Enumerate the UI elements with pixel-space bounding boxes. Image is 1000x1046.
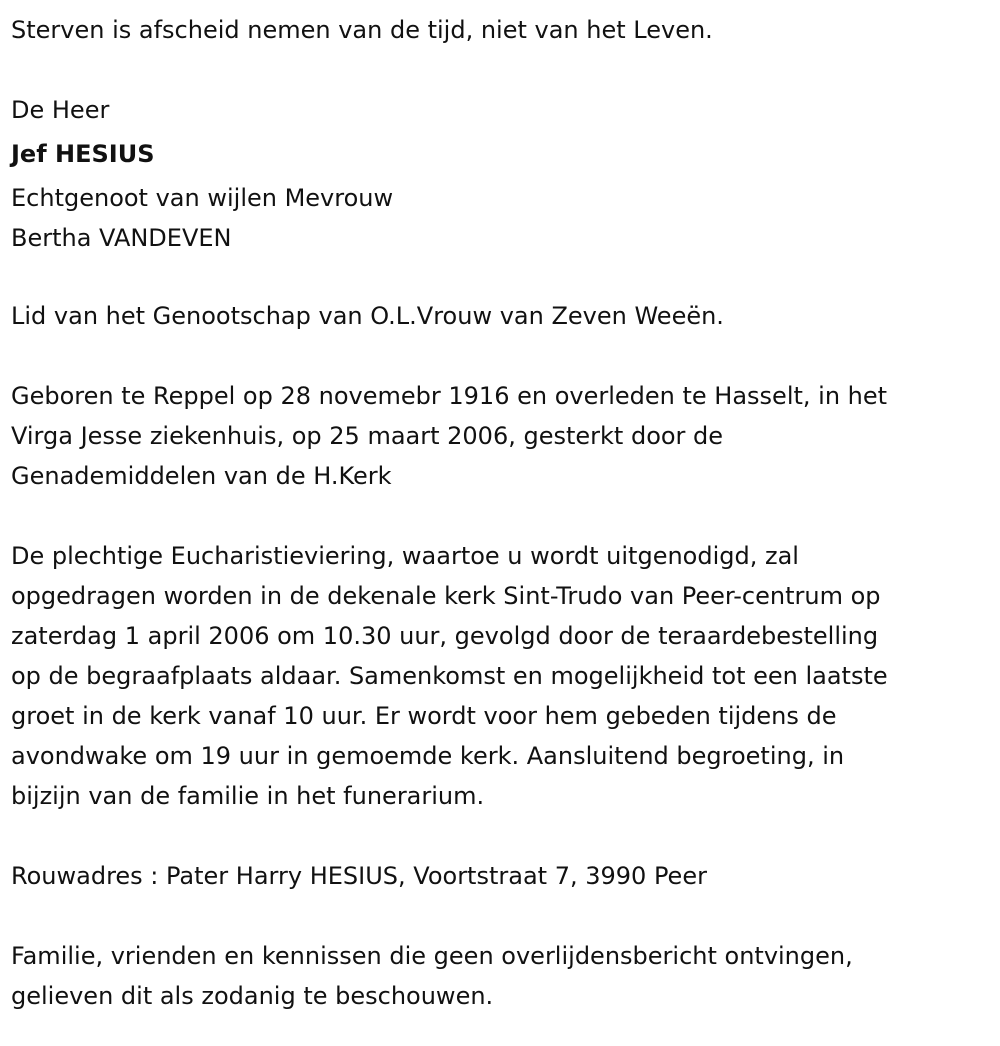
closing-paragraph: [11, 936, 1000, 1016]
paragraph-line: Geboren te Reppel op 28 novemebr 1916 en overleden te Hasselt, in het: [11, 382, 888, 410]
spacer: [11, 258, 1000, 296]
paragraph-line: avondwake om 19 uur in gemoemde kerk. Aansluitend begroeting, in: [11, 742, 845, 770]
honorific-title: De Heer: [11, 96, 110, 124]
spacer: [11, 336, 1000, 376]
spouse-line-1: Echtgenoot van wijlen Mevrouw: [11, 184, 394, 212]
mourning-address: Rouwadres : Pater Harry HESIUS, Voortstraat 7, 3990 Peer: [11, 862, 707, 890]
membership-line: Lid van het Genootschap van O.L.Vrouw van Zeven Weeën.: [11, 302, 724, 330]
paragraph-line: gelieven dit als zodanig te beschouwen.: [11, 982, 494, 1010]
paragraph-line: Genademiddelen van de H.Kerk: [11, 462, 392, 490]
paragraph-line: bijzijn van de familie in het funerarium.: [11, 782, 485, 810]
paragraph-line: zaterdag 1 april 2006 om 10.30 uur, gevolgd door de teraardebestelling: [11, 622, 879, 650]
paragraph-line: opgedragen worden in de dekenale kerk Sint-Trudo van Peer-centrum op: [11, 582, 881, 610]
paragraph-line: Familie, vrienden en kennissen die geen overlijdensbericht ontvingen,: [11, 942, 853, 970]
paragraph-line: Virga Jesse ziekenhuis, op 25 maart 2006, gesterkt door de: [11, 422, 724, 450]
motto: Sterven is afscheid nemen van de tijd, niet van het Leven.: [11, 16, 713, 44]
deceased-name: Jef HESIUS: [11, 140, 155, 168]
birth-death-paragraph: [11, 376, 1000, 496]
ceremony-paragraph: [11, 536, 1000, 816]
paragraph-line: De plechtige Eucharistieviering, waartoe u wordt uitgenodigd, zal: [11, 542, 799, 570]
spacer: [11, 896, 1000, 936]
spacer: [11, 50, 1000, 90]
spouse-line-2: Bertha VANDEVEN: [11, 224, 232, 252]
paragraph-line: groet in de kerk vanaf 10 uur. Er wordt voor hem gebeden tijdens de: [11, 702, 837, 730]
spacer: [11, 816, 1000, 856]
paragraph-line: op de begraafplaats aldaar. Samenkomst en mogelijkheid tot een laatste: [11, 662, 888, 690]
spacer: [11, 496, 1000, 536]
